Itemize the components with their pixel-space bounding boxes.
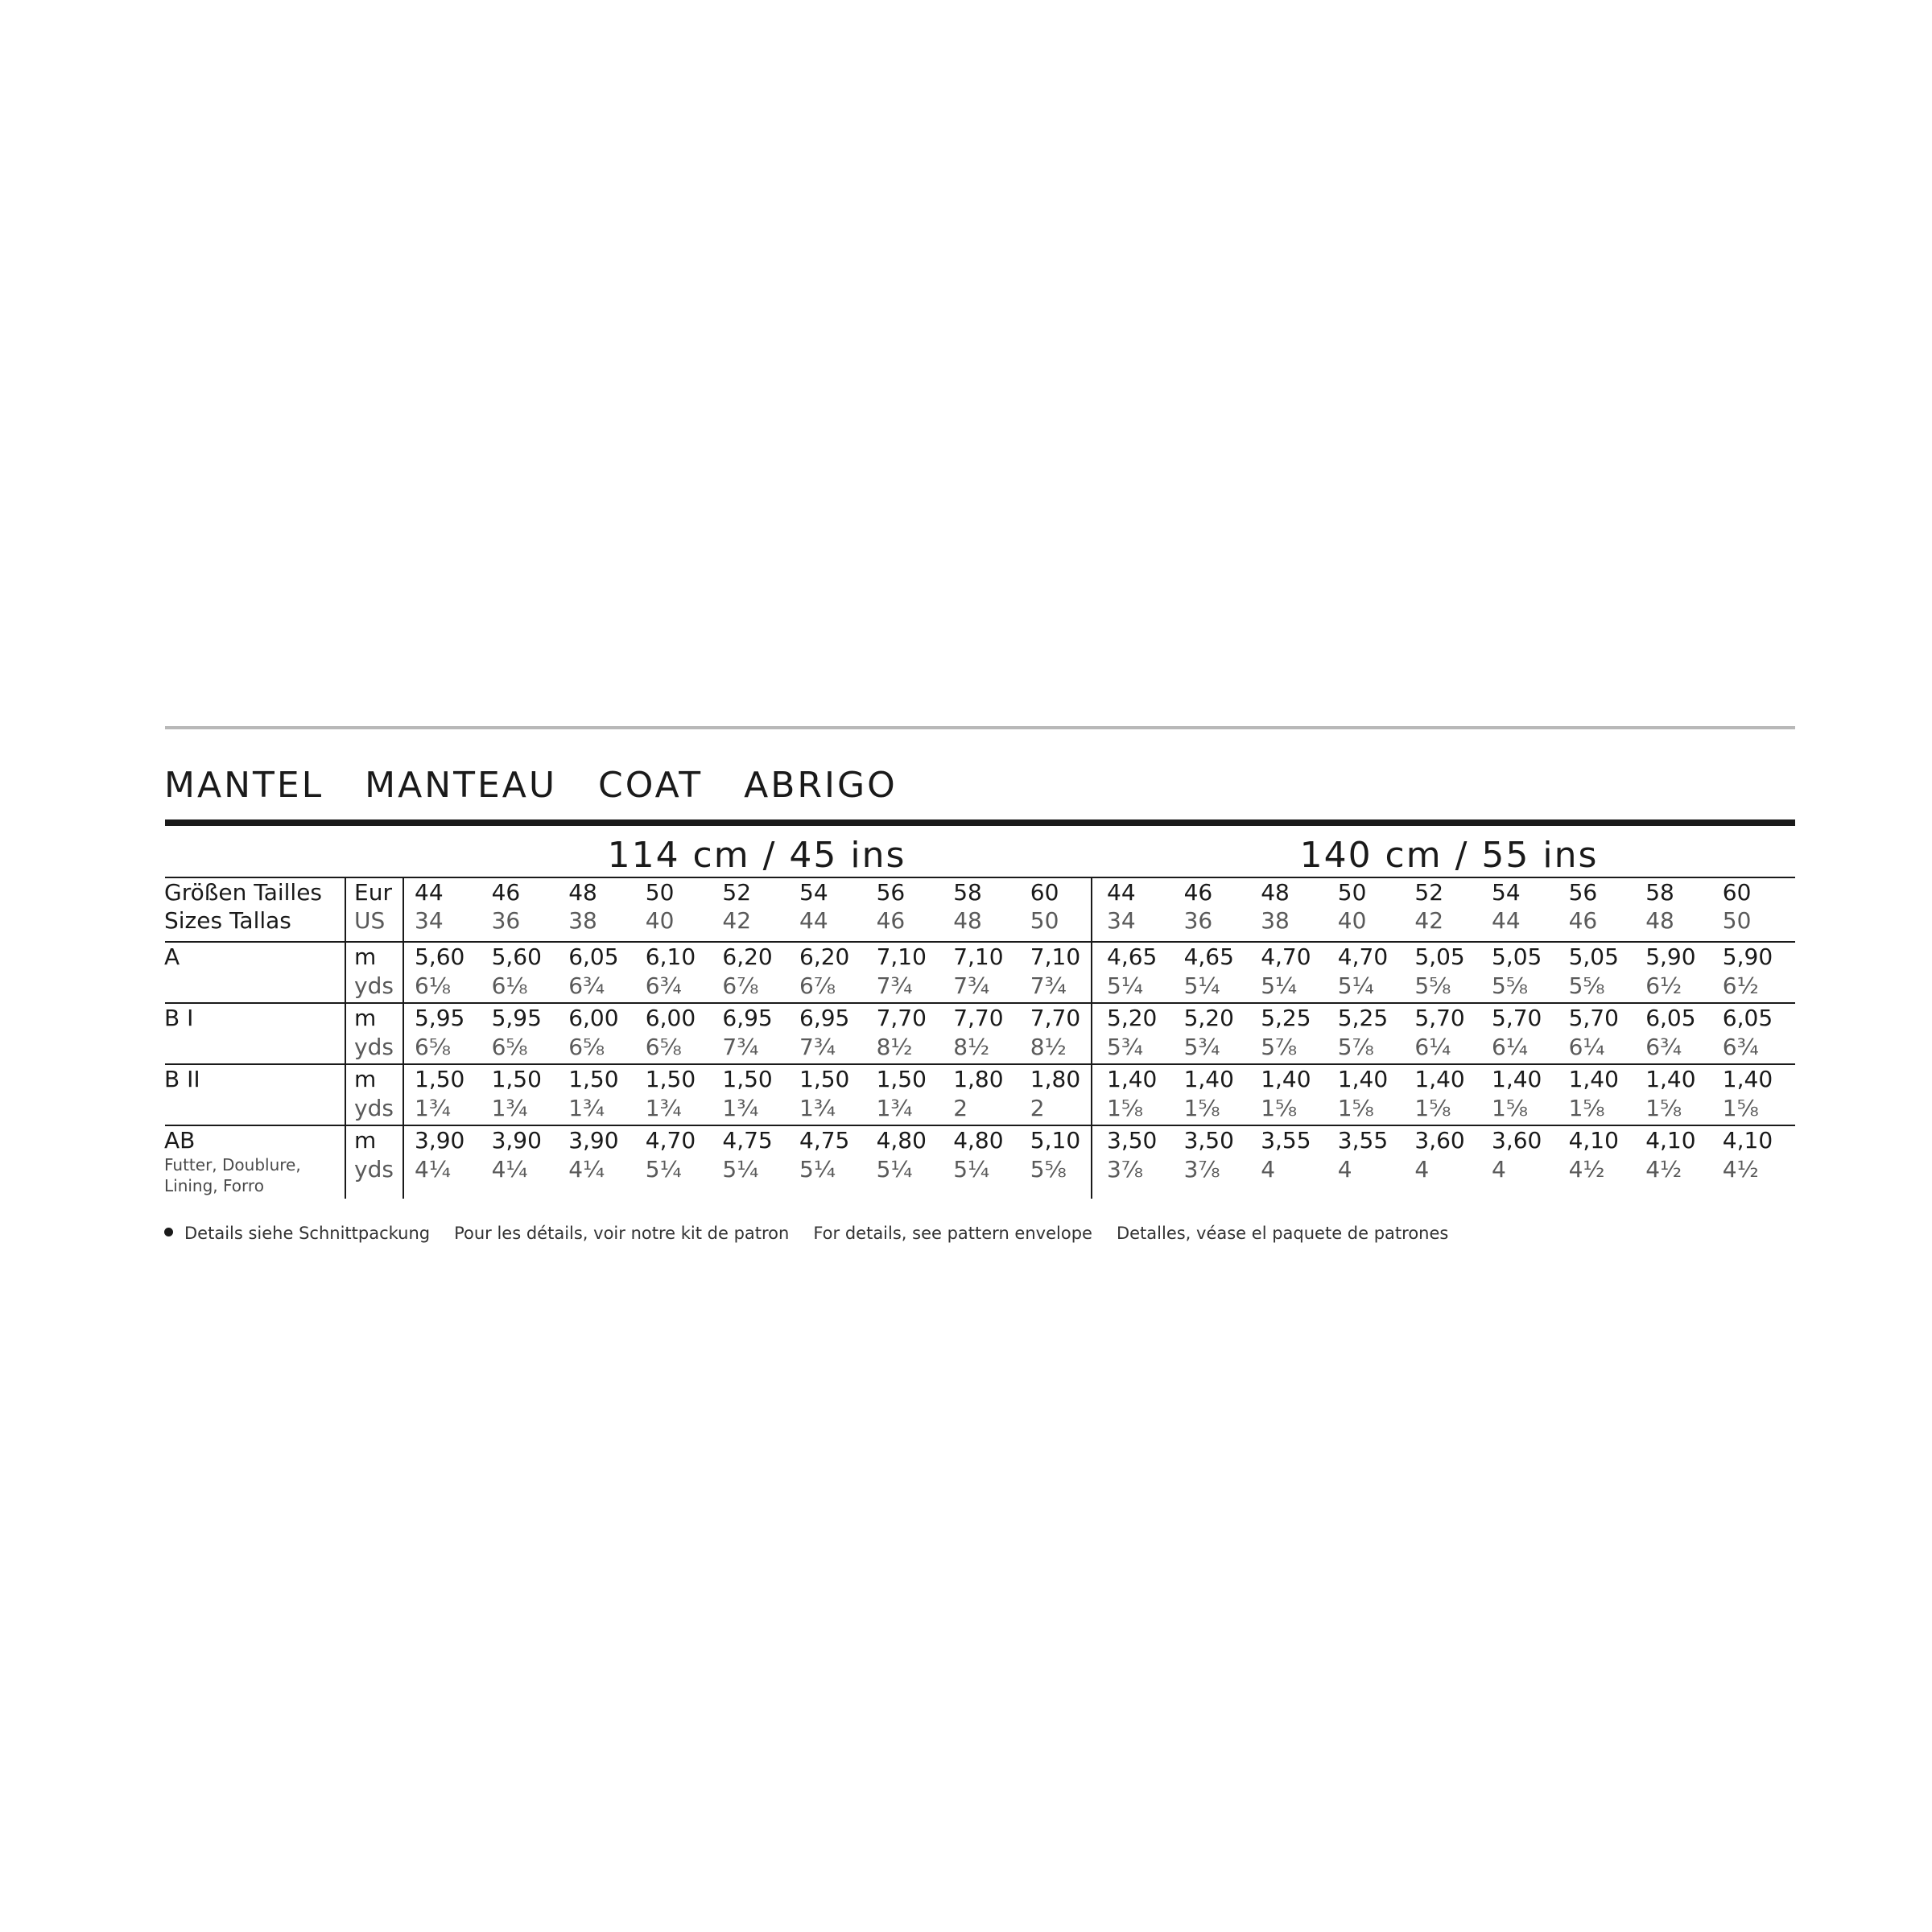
unit-m: m (354, 1005, 377, 1031)
meters-value: 6,05 (568, 943, 619, 970)
yards-value: 5⅝ (1568, 972, 1605, 999)
meters-value: 5,70 (1414, 1005, 1465, 1031)
meters-value: 4,10 (1645, 1127, 1696, 1154)
row-divider (165, 877, 1795, 878)
eur-size: 56 (1568, 879, 1598, 906)
yards-value: 5¼ (953, 1156, 990, 1183)
eur-size: 54 (1492, 879, 1521, 906)
yards-value: 4 (1261, 1156, 1276, 1183)
yards-value: 8½ (876, 1034, 913, 1060)
meters-value: 7,10 (1030, 943, 1081, 970)
meters-value: 6,00 (645, 1005, 696, 1031)
meters-value: 5,05 (1568, 943, 1619, 970)
meters-value: 5,90 (1722, 943, 1773, 970)
meters-value: 1,40 (1722, 1066, 1773, 1092)
eur-size: 52 (722, 879, 752, 906)
row-label: A (164, 943, 180, 970)
fabric-width-140: 140 cm / 55 ins (1299, 835, 1599, 876)
yards-value: 7¾ (1030, 972, 1067, 999)
yards-value: 6¾ (1645, 1034, 1682, 1060)
meters-value: 5,05 (1414, 943, 1465, 970)
yards-value: 8½ (953, 1034, 990, 1060)
meters-value: 6,00 (568, 1005, 619, 1031)
yards-value: 3⅞ (1107, 1156, 1143, 1183)
yards-value: 5¼ (1261, 972, 1298, 999)
meters-value: 4,10 (1568, 1127, 1619, 1154)
yards-value: 4¼ (415, 1156, 451, 1183)
eur-size: 60 (1030, 879, 1059, 906)
yards-value: 1⅝ (1645, 1095, 1682, 1121)
title-underline (165, 819, 1795, 826)
yards-value: 5¼ (1337, 972, 1374, 999)
yards-value: 4 (1414, 1156, 1430, 1183)
yards-value: 4 (1337, 1156, 1352, 1183)
meters-value: 5,05 (1492, 943, 1542, 970)
yards-value: 4¼ (568, 1156, 605, 1183)
row-divider (165, 941, 1795, 943)
meters-value: 5,20 (1107, 1005, 1158, 1031)
meters-value: 4,65 (1183, 943, 1234, 970)
meters-value: 1,40 (1337, 1066, 1389, 1092)
yards-value: 5⅝ (1492, 972, 1528, 999)
footnote-fr: Pour les détails, voir notre kit de patron (454, 1224, 790, 1243)
yards-value: 6¾ (1722, 1034, 1759, 1060)
yards-value: 5⅝ (1414, 972, 1451, 999)
meters-value: 7,70 (1030, 1005, 1081, 1031)
eur-size: 60 (1722, 879, 1752, 906)
meters-value: 4,80 (876, 1127, 927, 1154)
meters-value: 3,60 (1492, 1127, 1542, 1154)
yards-value: 6¾ (645, 972, 682, 999)
yards-value: 2 (1030, 1095, 1045, 1121)
us-size: 36 (491, 907, 521, 934)
unit-m: m (354, 943, 377, 970)
meters-value: 1,40 (1183, 1066, 1234, 1092)
meters-value: 3,50 (1107, 1127, 1158, 1154)
eur-size: 50 (1337, 879, 1367, 906)
us-size: 44 (799, 907, 828, 934)
meters-value: 5,95 (491, 1005, 542, 1031)
column-divider (345, 877, 346, 1199)
yards-value: 1¾ (876, 1095, 913, 1121)
yards-value: 1¾ (799, 1095, 836, 1121)
eur-label: Eur (354, 879, 392, 906)
unit-yds: yds (354, 1156, 394, 1183)
meters-value: 1,80 (1030, 1066, 1081, 1092)
yards-value: 7¾ (799, 1034, 836, 1060)
bullet-icon (164, 1228, 173, 1236)
meters-value: 1,40 (1492, 1066, 1542, 1092)
yards-value: 6⅛ (415, 972, 451, 999)
meters-value: 3,55 (1261, 1127, 1311, 1154)
row-divider (165, 1125, 1795, 1126)
size-header-label-2: Sizes Tallas (164, 907, 291, 934)
eur-size: 50 (645, 879, 675, 906)
yards-value: 6½ (1645, 972, 1682, 999)
meters-value: 5,25 (1337, 1005, 1389, 1031)
meters-value: 1,40 (1107, 1066, 1158, 1092)
meters-value: 7,10 (953, 943, 1004, 970)
yards-value: 7¾ (876, 972, 913, 999)
row-label: B I (164, 1005, 194, 1031)
fabric-width-114: 114 cm / 45 ins (607, 835, 906, 876)
footnote-de: Details siehe Schnittpackung (184, 1224, 431, 1243)
yards-value: 1⅝ (1568, 1095, 1605, 1121)
us-size: 36 (1183, 907, 1213, 934)
meters-value: 6,05 (1722, 1005, 1773, 1031)
yards-value: 2 (953, 1095, 968, 1121)
yards-value: 4½ (1722, 1156, 1759, 1183)
yards-value: 6½ (1722, 972, 1759, 999)
us-size: 46 (876, 907, 906, 934)
yards-value: 4½ (1568, 1156, 1605, 1183)
yards-value: 5⅝ (1030, 1156, 1067, 1183)
unit-yds: yds (354, 972, 394, 999)
meters-value: 1,40 (1414, 1066, 1465, 1092)
meters-value: 5,70 (1568, 1005, 1619, 1031)
eur-size: 46 (1183, 879, 1213, 906)
yards-value: 7¾ (722, 1034, 759, 1060)
row-sublabel: Futter, Doublure, Lining, Forro (164, 1155, 301, 1195)
column-divider (402, 877, 404, 1199)
yards-value: 5¾ (1107, 1034, 1143, 1060)
meters-value: 3,60 (1414, 1127, 1465, 1154)
yards-value: 5¼ (876, 1156, 913, 1183)
meters-value: 1,40 (1568, 1066, 1619, 1092)
meters-value: 6,05 (1645, 1005, 1696, 1031)
yards-value: 6⅝ (645, 1034, 682, 1060)
yards-value: 4 (1492, 1156, 1506, 1183)
yards-value: 6¼ (1568, 1034, 1605, 1060)
yards-value: 1⅝ (1414, 1095, 1451, 1121)
yards-value: 1⅝ (1107, 1095, 1143, 1121)
meters-value: 6,10 (645, 943, 696, 970)
us-size: 40 (645, 907, 675, 934)
yards-value: 6¼ (1414, 1034, 1451, 1060)
meters-value: 7,70 (953, 1005, 1004, 1031)
footnote-en: For details, see pattern envelope (813, 1224, 1092, 1243)
meters-value: 4,70 (645, 1127, 696, 1154)
eur-size: 48 (1261, 879, 1290, 906)
eur-size: 44 (1107, 879, 1136, 906)
eur-size: 44 (415, 879, 444, 906)
yards-value: 6¼ (1492, 1034, 1528, 1060)
eur-size: 56 (876, 879, 906, 906)
yards-value: 5¼ (722, 1156, 759, 1183)
meters-value: 1,50 (722, 1066, 773, 1092)
us-size: 34 (415, 907, 444, 934)
us-size: 42 (722, 907, 752, 934)
meters-value: 1,50 (491, 1066, 542, 1092)
meters-value: 3,50 (1183, 1127, 1234, 1154)
meters-value: 5,10 (1030, 1127, 1081, 1154)
meters-value: 1,50 (415, 1066, 465, 1092)
yards-value: 6⅝ (491, 1034, 528, 1060)
meters-value: 4,70 (1261, 943, 1311, 970)
us-size: 46 (1568, 907, 1598, 934)
unit-yds: yds (354, 1034, 394, 1060)
yards-value: 6⅛ (491, 972, 528, 999)
us-size: 50 (1030, 907, 1059, 934)
us-size: 42 (1414, 907, 1444, 934)
yards-value: 1⅝ (1337, 1095, 1374, 1121)
yards-value: 1¾ (568, 1095, 605, 1121)
us-size: 48 (1645, 907, 1674, 934)
meters-value: 5,25 (1261, 1005, 1311, 1031)
eur-size: 54 (799, 879, 828, 906)
meters-value: 6,95 (799, 1005, 850, 1031)
yards-value: 4½ (1645, 1156, 1682, 1183)
meters-value: 4,80 (953, 1127, 1004, 1154)
meters-value: 4,75 (799, 1127, 850, 1154)
meters-value: 5,95 (415, 1005, 465, 1031)
meters-value: 1,50 (876, 1066, 927, 1092)
meters-value: 3,90 (415, 1127, 465, 1154)
meters-value: 3,90 (568, 1127, 619, 1154)
meters-value: 5,60 (415, 943, 465, 970)
eur-size: 48 (568, 879, 597, 906)
us-size: 40 (1337, 907, 1367, 934)
yards-value: 4¼ (491, 1156, 528, 1183)
column-divider (1091, 877, 1092, 1199)
meters-value: 6,20 (722, 943, 773, 970)
yards-value: 3⅞ (1183, 1156, 1220, 1183)
us-size: 38 (568, 907, 597, 934)
meters-value: 5,90 (1645, 943, 1696, 970)
meters-value: 1,50 (645, 1066, 696, 1092)
eur-size: 58 (1645, 879, 1674, 906)
size-header-label-1: Größen Tailles (164, 879, 323, 906)
yards-value: 1¾ (491, 1095, 528, 1121)
yards-value: 8½ (1030, 1034, 1067, 1060)
us-size: 34 (1107, 907, 1136, 934)
top-divider (165, 726, 1795, 729)
yards-value: 6⅞ (722, 972, 759, 999)
meters-value: 7,70 (876, 1005, 927, 1031)
yards-value: 1¾ (645, 1095, 682, 1121)
yards-value: 5⅞ (1337, 1034, 1374, 1060)
footnote-es: Detalles, véase el paquete de patrones (1116, 1224, 1449, 1243)
eur-size: 58 (953, 879, 982, 906)
meters-value: 4,65 (1107, 943, 1158, 970)
us-label: US (354, 907, 386, 934)
yards-value: 6¾ (568, 972, 605, 999)
yards-value: 1⅝ (1183, 1095, 1220, 1121)
footnote (164, 1222, 1472, 1245)
eur-size: 46 (491, 879, 521, 906)
meters-value: 5,60 (491, 943, 542, 970)
yards-value: 5⅞ (1261, 1034, 1298, 1060)
yards-value: 7¾ (953, 972, 990, 999)
yards-value: 1⅝ (1261, 1095, 1298, 1121)
yards-value: 5¼ (1183, 972, 1220, 999)
page-title: MANTEL MANTEAU COAT ABRIGO (164, 765, 898, 806)
meters-value: 1,50 (799, 1066, 850, 1092)
meters-value: 1,40 (1261, 1066, 1311, 1092)
yards-value: 6⅝ (568, 1034, 605, 1060)
meters-value: 1,80 (953, 1066, 1004, 1092)
row-divider (165, 1063, 1795, 1065)
yards-value: 5¼ (1107, 972, 1143, 999)
meters-value: 4,10 (1722, 1127, 1773, 1154)
meters-value: 1,50 (568, 1066, 619, 1092)
meters-value: 4,70 (1337, 943, 1389, 970)
row-divider (165, 1002, 1795, 1004)
meters-value: 5,20 (1183, 1005, 1234, 1031)
yards-value: 6⅝ (415, 1034, 451, 1060)
yards-value: 1¾ (415, 1095, 451, 1121)
meters-value: 1,40 (1645, 1066, 1696, 1092)
yards-value: 1¾ (722, 1095, 759, 1121)
row-label: AB (164, 1127, 196, 1154)
yards-value: 1⅝ (1722, 1095, 1759, 1121)
meters-value: 3,90 (491, 1127, 542, 1154)
us-size: 44 (1492, 907, 1521, 934)
yards-value: 1⅝ (1492, 1095, 1528, 1121)
unit-m: m (354, 1127, 377, 1154)
meters-value: 6,95 (722, 1005, 773, 1031)
meters-value: 3,55 (1337, 1127, 1389, 1154)
meters-value: 7,10 (876, 943, 927, 970)
yards-value: 5¾ (1183, 1034, 1220, 1060)
meters-value: 5,70 (1492, 1005, 1542, 1031)
meters-value: 6,20 (799, 943, 850, 970)
yards-value: 6⅞ (799, 972, 836, 999)
row-label: B II (164, 1066, 200, 1092)
us-size: 38 (1261, 907, 1290, 934)
us-size: 48 (953, 907, 982, 934)
yards-value: 5¼ (799, 1156, 836, 1183)
unit-m: m (354, 1066, 377, 1092)
yards-value: 5¼ (645, 1156, 682, 1183)
meters-value: 4,75 (722, 1127, 773, 1154)
us-size: 50 (1722, 907, 1752, 934)
eur-size: 52 (1414, 879, 1444, 906)
unit-yds: yds (354, 1095, 394, 1121)
